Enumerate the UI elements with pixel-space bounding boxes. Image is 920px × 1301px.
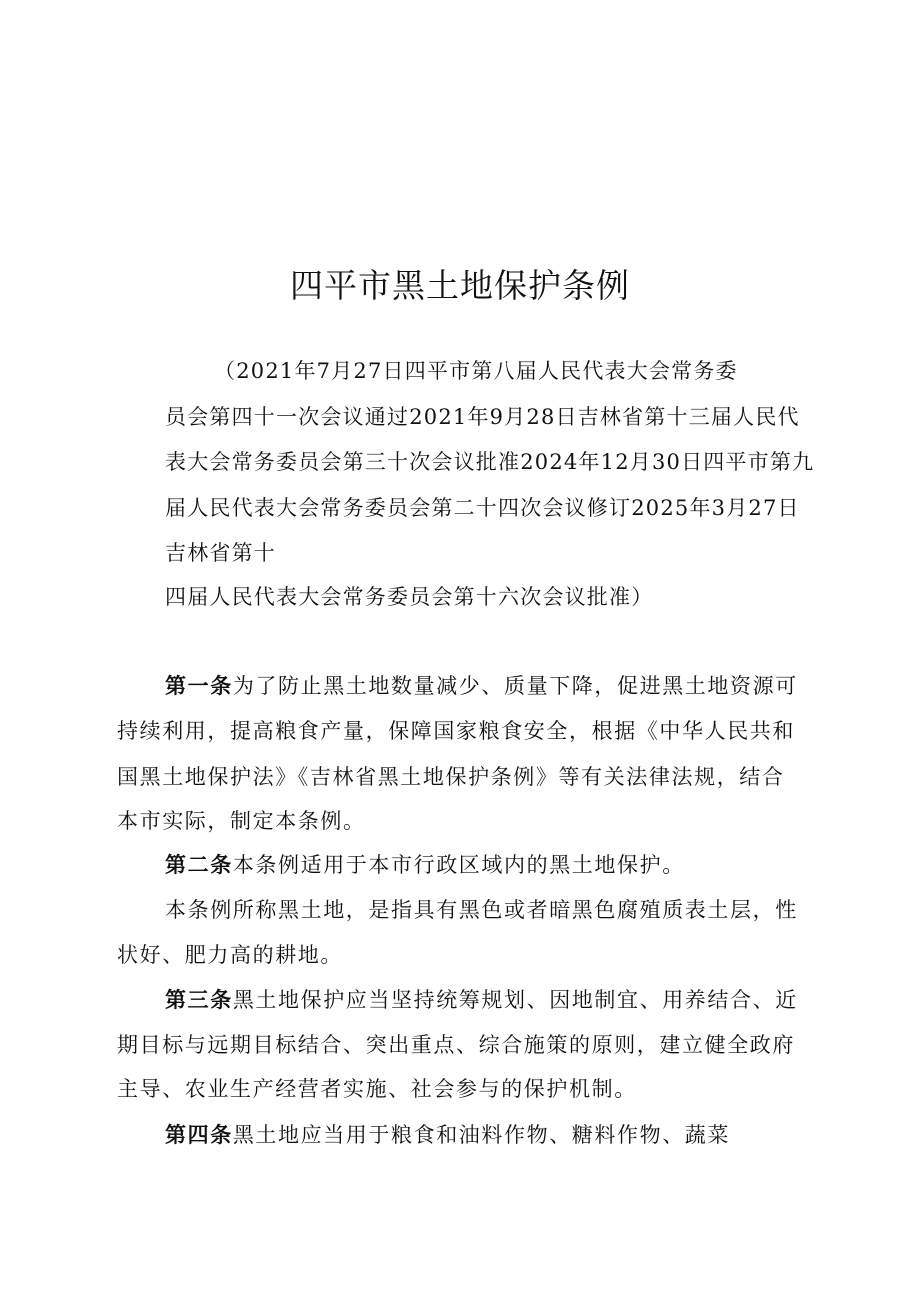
article-text: 黑土地应当用于粮食和油料作物、糖料作物、蔬菜 bbox=[232, 1123, 731, 1147]
article-heading: 第一条 bbox=[165, 674, 233, 698]
article-text: 本条例适用于本市行政区域内的黑土地保护。 bbox=[232, 853, 685, 877]
note-line: 吉林省第十 bbox=[165, 541, 276, 565]
article-line: 本市实际，制定本条例。 bbox=[117, 809, 366, 833]
article-text: 为了防止黑土地数量减少、质量下降，促进黑土地资源可 bbox=[232, 674, 798, 698]
article-line bbox=[165, 850, 685, 880]
article-line: 国黑土地保护法》《吉林省黑土地保护条例》等有关法律法规，结合 bbox=[117, 765, 785, 789]
article-line bbox=[165, 1120, 730, 1150]
article-text: 黑土地保护应当坚持统筹规划、因地制宜、用养结合、近 bbox=[232, 988, 798, 1012]
article-heading: 第三条 bbox=[165, 988, 233, 1012]
article-line: 状好、肥力高的耕地。 bbox=[117, 943, 343, 967]
note-line: 届人民代表大会常务委员会第二十四次会议修订2025年3月27日 bbox=[165, 496, 800, 520]
article-heading: 第四条 bbox=[165, 1123, 233, 1147]
article-line: 主导、农业生产经营者实施、社会参与的保护机制。 bbox=[117, 1077, 637, 1101]
note-line: 表大会常务委员会第三十次会议批准2024年12月30日四平市第九 bbox=[165, 450, 815, 474]
article-line bbox=[165, 671, 798, 701]
article-line: 期目标与远期目标结合、突出重点、综合施策的原则，建立健全政府 bbox=[117, 1033, 795, 1057]
note-line: 四届人民代表大会常务委员会第十六次会议批准） bbox=[165, 585, 654, 609]
article-line bbox=[165, 985, 798, 1015]
article-heading: 第二条 bbox=[165, 853, 233, 877]
note-line: 员会第四十一次会议通过2021年9月28日吉林省第十三届人民代 bbox=[165, 405, 800, 429]
article-line: 本条例所称黑土地，是指具有黑色或者暗黑色腐殖质表土层，性 bbox=[165, 898, 798, 922]
note-line: （2021年7月27日四平市第八届人民代表大会常务委 bbox=[214, 359, 738, 383]
article-line: 持续利用，提高粮食产量，保障国家粮食安全，根据《中华人民共和 bbox=[117, 719, 795, 743]
document-title: 四平市黑土地保护条例 bbox=[290, 266, 630, 305]
